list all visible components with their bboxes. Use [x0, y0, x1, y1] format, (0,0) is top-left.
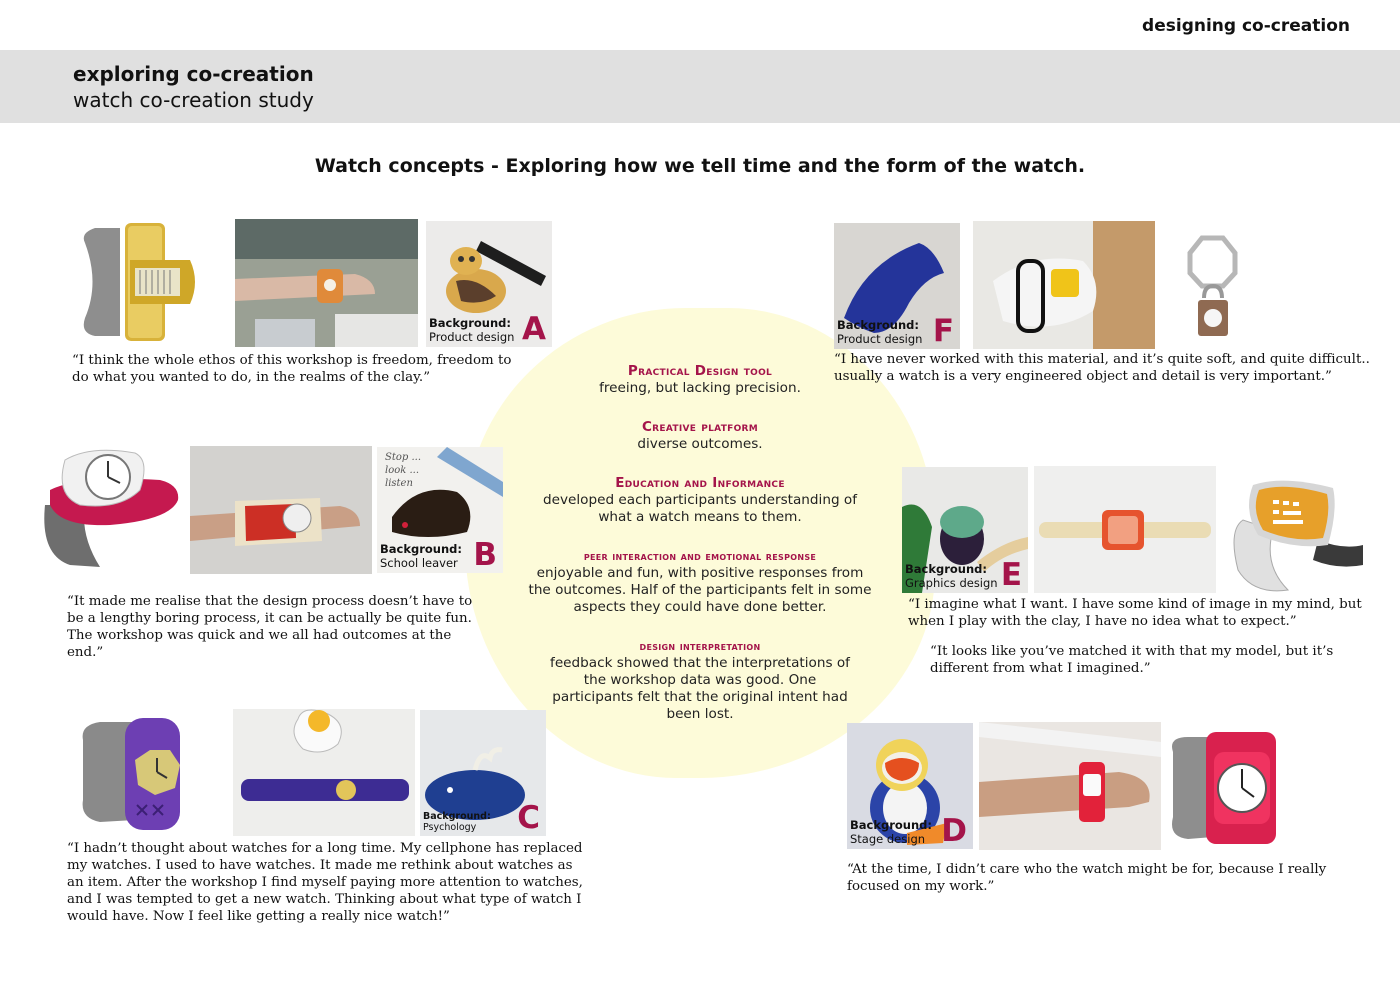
clay-model-a: [426, 221, 552, 347]
header-title: exploring co-creation: [73, 62, 314, 86]
finding-item: [510, 363, 890, 397]
workshop-photo-f: [973, 221, 1155, 349]
clay-model-b: [377, 447, 503, 573]
main-title: Watch concepts - Exploring how we tell time and the form of the watch.: [314, 155, 1086, 177]
finding-text: freeing, but lacking precision.: [599, 380, 801, 396]
clay-model-e: [902, 467, 1028, 593]
watch-render-a: [70, 218, 220, 346]
quote-e: “I imagine what I want. I have some kind of image in my mind, but when I play with the clay, I have no idea what to expect.”: [908, 597, 1362, 629]
finding-text: feedback showed that the interpretations of the workshop data was good. One participants felt that the original intent had been lost.: [550, 655, 850, 722]
concept-letter-c: C: [517, 800, 540, 836]
findings-list: [510, 363, 890, 745]
clay-model-d: [847, 723, 973, 849]
background-label-d: Background: Stage design: [850, 818, 932, 846]
workshop-photo-c: [233, 709, 415, 836]
finding-text: diverse outcomes.: [637, 436, 763, 452]
background-label-f: Background: Product design: [837, 318, 923, 346]
quote-a: “I think the whole ethos of this workshop is freedom, freedom to do what you wanted to do, in the realms of the clay.”: [72, 353, 512, 385]
finding-heading: peer interaction and emotional response: [583, 549, 817, 563]
workshop-photo-e: [1034, 466, 1216, 593]
finding-heading: Practical Design tool: [627, 363, 773, 379]
background-label-c: Background: Psychology: [423, 811, 491, 833]
workshop-photo-b: [190, 446, 372, 574]
header-subtitle: watch co-creation study: [73, 88, 314, 112]
finding-text: enjoyable and fun, with positive responses from the outcomes. Half of the participants felt in some aspects they could have done better.: [528, 565, 872, 615]
finding-heading: Creative platform: [641, 419, 759, 435]
finding-item: [510, 475, 890, 526]
clay-model-c: [420, 710, 546, 836]
background-label-b: Background: School leaver: [380, 542, 462, 570]
quote-e-second: “It looks like you’ve matched it with that my model, but it’s different from what I imagined.”: [930, 644, 1334, 676]
concept-letter-a: A: [522, 311, 546, 347]
finding-heading: design interpretation: [639, 639, 761, 653]
finding-text: developed each participants understanding of what a watch means to them.: [543, 492, 857, 525]
concept-letter-e: E: [1000, 557, 1022, 593]
finding-item: [510, 548, 890, 616]
quote-c: “I hadn’t thought about watches for a long time. My cellphone has replaced my watches. I used to have watches. It made me rethink about watches as an item. After the workshop I find myself paying more attention to watches, and I was tempted to get a new watch. Thinking about what type of watch I would have. Now I feel like getting a really nice watch!”: [67, 841, 583, 924]
concept-letter-d: D: [941, 813, 967, 849]
header-band: [0, 50, 1400, 123]
concept-letter-b: B: [473, 537, 497, 573]
watch-render-b: [40, 445, 182, 571]
concept-letter-f: F: [932, 313, 954, 349]
watch-render-d: [1168, 727, 1280, 849]
page-tag: designing co-creation: [1142, 16, 1350, 36]
watch-render-f: [1180, 228, 1245, 346]
quote-f: “I have never worked with this material, and it’s quite soft, and quite difficult.. usually a watch is a very engineered object and detail is very important.”: [834, 352, 1370, 384]
background-label-e: Background: Graphics design: [905, 562, 998, 590]
finding-item: [510, 638, 890, 723]
workshop-photo-a: [235, 219, 418, 347]
finding-item: [510, 419, 890, 453]
watch-render-e: [1223, 470, 1365, 596]
quote-d: “At the time, I didn’t care who the watch might be for, because I really focused on my work.”: [847, 862, 1327, 894]
workshop-photo-d: [979, 722, 1161, 850]
finding-heading: Education and Informance: [615, 475, 785, 491]
clay-model-f: [834, 223, 960, 349]
watch-render-c: [75, 710, 215, 836]
background-label-a: Background: Product design: [429, 316, 515, 344]
handwritten-note: Stop ... look ... listen: [385, 452, 422, 489]
quote-b: “It made me realise that the design process doesn’t have to be a lengthy boring process, it can be actually be quite fun. The workshop was quick and we all had outcomes at the end.”: [67, 594, 473, 660]
